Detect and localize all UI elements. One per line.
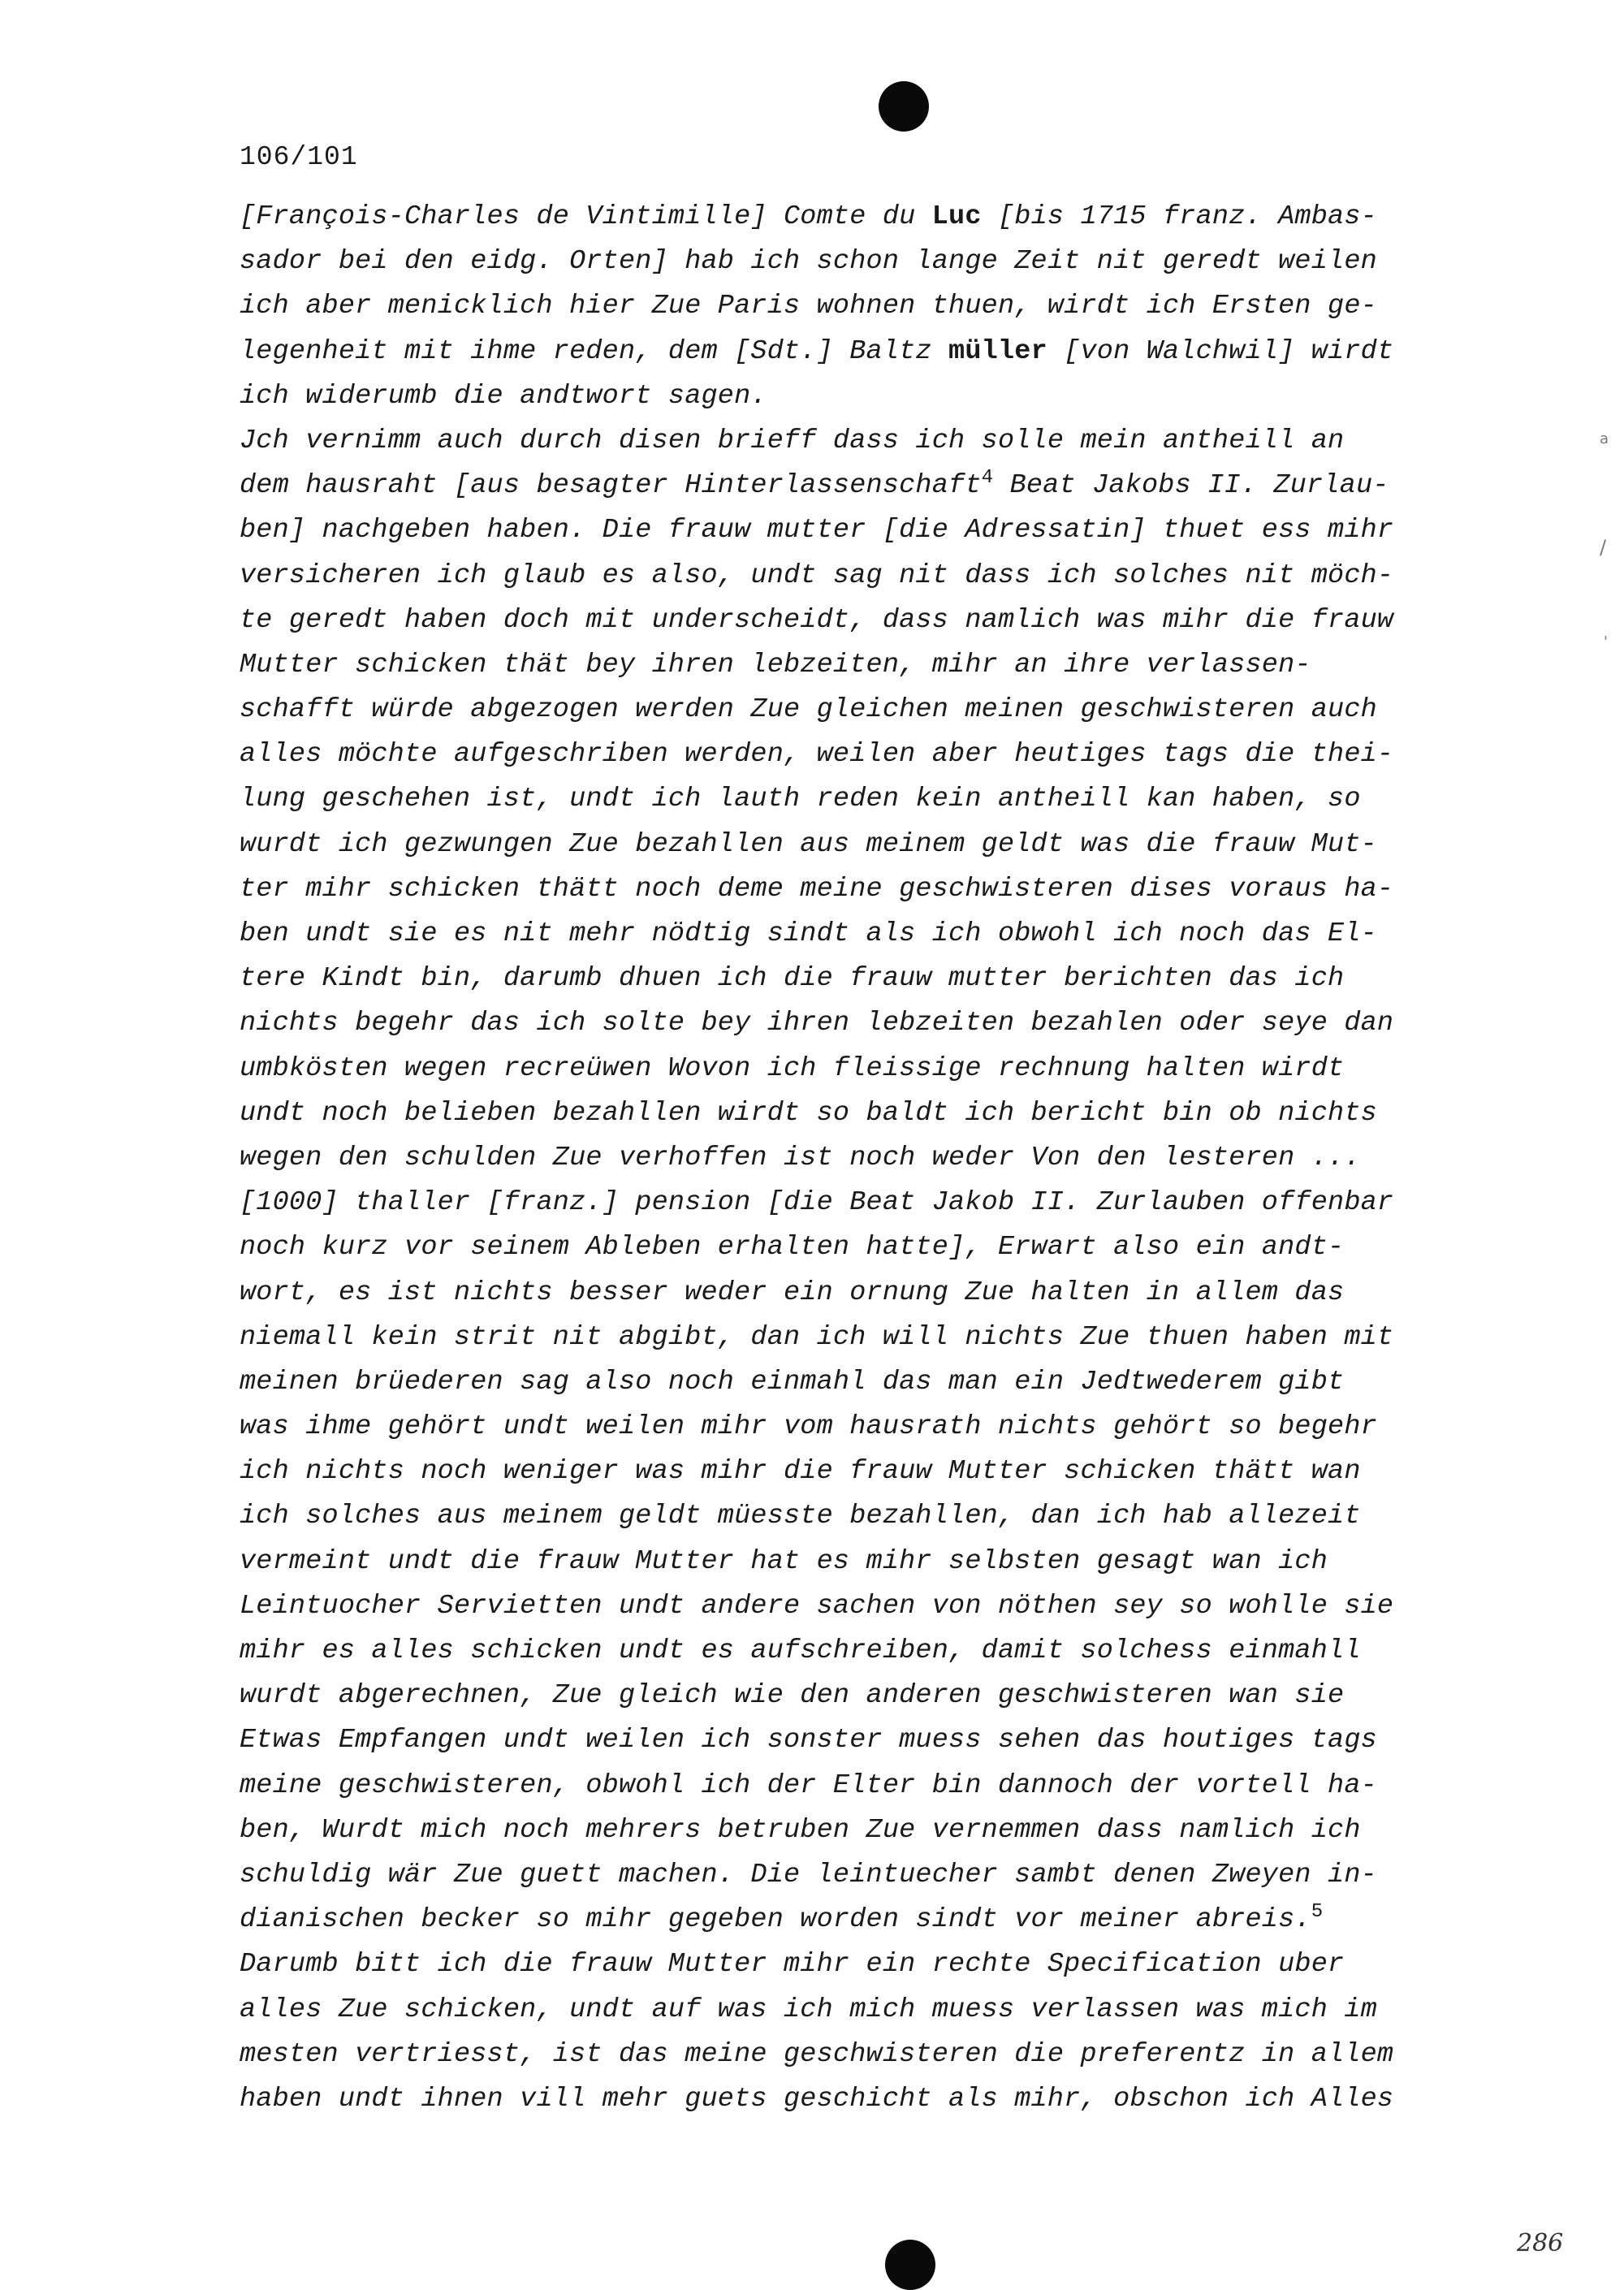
text-run: meine geschwisteren, obwohl ich der Elter bin dannoch der vortell ha-	[240, 1769, 1377, 1801]
text-run: vermeint undt die frauw Mutter hat es mihr selbsten gesagt wan ich	[240, 1545, 1328, 1577]
text-run: ben undt sie es nit mehr nödtig sindt als ich obwohl ich noch das El-	[240, 918, 1377, 949]
text-line	[240, 598, 1506, 643]
text-line	[240, 284, 1506, 329]
text-run: ter mihr schicken thätt noch deme meine geschwisteren dises voraus ha-	[240, 873, 1394, 905]
page-number: 106/101	[240, 142, 358, 172]
text-line	[240, 777, 1506, 822]
text-line	[240, 2077, 1506, 2122]
text-run: versicheren ich glaub es also, undt sag nit dass ich solches nit möch-	[240, 560, 1394, 591]
text-run: was ihme gehört undt weilen mihr vom hausrath nichts gehört so begehr	[240, 1411, 1377, 1443]
text-line	[240, 1494, 1506, 1539]
text-line	[240, 1001, 1506, 1046]
margin-mark: '	[1604, 633, 1608, 650]
text-run: wegen den schulden Zue verhoffen ist noch weder Von den lesteren ...	[240, 1142, 1361, 1173]
text-run: Darumb bitt ich die frauw Mutter mihr ein rechte Specification uber	[240, 1949, 1345, 1981]
text-run: mesten vertriesst, ist das meine geschwisteren die preferentz in allem	[240, 2038, 1394, 2070]
text-run: wort, es ist nichts besser weder ein ornung Zue halten in allem das	[240, 1277, 1345, 1308]
punch-hole-top	[879, 81, 929, 132]
footnote-ref: 4	[981, 467, 994, 490]
text-line	[240, 1942, 1506, 1987]
text-line	[240, 554, 1506, 598]
text-run: legenheit mit ihme reden, dem [Sdt.] Baltz	[240, 335, 949, 367]
text-run: ben] nachgeben haben. Die frauw mutter [die Adressatin] thuet ess mihr	[240, 515, 1394, 547]
text-run: alles Zue schicken, undt auf was ich mich muess verlassen was mich im	[240, 1994, 1377, 2025]
text-run: umbkösten wegen recreüwen Wovon ich fleissige rechnung halten wirdt	[240, 1052, 1345, 1084]
text-line	[240, 732, 1506, 777]
text-line	[240, 240, 1506, 284]
text-line	[240, 1988, 1506, 2033]
text-line	[240, 643, 1506, 688]
text-run: meinen brüederen sag also noch einmahl das man ein Jedtwederem gibt	[240, 1366, 1345, 1398]
text-run: sador bei den eidg. Orten] hab ich schon lange Zeit nit geredt weilen	[240, 246, 1377, 278]
text-line	[240, 1540, 1506, 1584]
margin-mark: a	[1600, 430, 1609, 447]
text-line	[240, 688, 1506, 732]
text-line	[240, 195, 1506, 240]
text-run: schuldig wär Zue guett machen. Die leintuecher sambt denen Zweyen in-	[240, 1859, 1377, 1890]
text-run: nichts begehr das ich solte bey ihren lebzeiten bezahlen oder seye dan	[240, 1008, 1394, 1039]
footnote-ref: 5	[1311, 1901, 1324, 1924]
text-run: Beat Jakobs II. Zurlau-	[993, 470, 1389, 502]
text-run: lung geschehen ist, undt ich lauth reden kein antheill kan haben, so	[240, 784, 1361, 815]
text-line	[240, 823, 1506, 867]
text-run: ich widerumb die andtwort sagen.	[240, 380, 767, 412]
punch-hole-bottom	[885, 2240, 935, 2290]
text-run: [François-Charles de Vintimille] Comte du	[240, 201, 932, 232]
text-line	[240, 1405, 1506, 1450]
text-line	[240, 1047, 1506, 1091]
letter-transcription	[240, 195, 1506, 2122]
text-line	[240, 419, 1506, 464]
text-run: [von Walchwil] wirdt	[1047, 335, 1394, 367]
text-run: tere Kindt bin, darumb dhuen ich die frauw mutter berichten das ich	[240, 963, 1345, 995]
text-run: wurdt ich gezwungen Zue bezahllen aus meinem geldt was die frauw Mut-	[240, 828, 1377, 860]
text-run: [1000] thaller [franz.] pension [die Beat Jakob II. Zurlauben offenbar	[240, 1187, 1394, 1219]
text-run: Etwas Empfangen undt weilen ich sonster muess sehen das houtiges tags	[240, 1725, 1377, 1756]
text-line	[240, 867, 1506, 912]
text-run: undt noch belieben bezahllen wirdt so baldt ich bericht bin ob nichts	[240, 1097, 1377, 1129]
text-line	[240, 1853, 1506, 1898]
margin-mark: /	[1600, 536, 1607, 559]
bold-name: Luc	[931, 201, 982, 232]
text-run: [bis 1715 franz. Ambas-	[981, 201, 1377, 232]
text-run: ich solches aus meinem geldt müesste bezahllen, dan ich hab allezeit	[240, 1501, 1361, 1532]
text-line	[240, 464, 1506, 508]
text-run: dianischen becker so mihr gegeben worden sindt vor meiner abreis.	[240, 1904, 1311, 1936]
text-run: ich aber menicklich hier Zue Paris wohnen thuen, wirdt ich Ersten ge-	[240, 291, 1377, 322]
text-line	[240, 957, 1506, 1001]
text-line	[240, 1808, 1506, 1853]
text-run: mihr es alles schicken undt es aufschreiben, damit solchess einmahll	[240, 1635, 1361, 1666]
text-line	[240, 1225, 1506, 1270]
text-line	[240, 508, 1506, 553]
text-line	[240, 1136, 1506, 1181]
text-line	[240, 1271, 1506, 1316]
text-run: Jch vernimm auch durch disen brieff dass ich solle mein antheill an	[240, 425, 1345, 456]
text-line	[240, 1629, 1506, 1674]
text-line	[240, 1181, 1506, 1225]
text-line	[240, 1898, 1506, 1942]
text-line	[240, 912, 1506, 957]
text-line	[240, 374, 1506, 419]
text-run: niemall kein strit nit abgibt, dan ich will nichts Zue thuen haben mit	[240, 1321, 1394, 1353]
text-run: ben, Wurdt mich noch mehrers betruben Zue vernemmen dass namlich ich	[240, 1814, 1361, 1846]
text-run: te geredt haben doch mit underscheidt, dass namlich was mihr die frauw	[240, 604, 1394, 636]
text-run: dem hausraht [aus besagter Hinterlassenschaft	[240, 470, 982, 502]
text-run: alles möchte aufgeschriben werden, weilen aber heutiges tags die thei-	[240, 739, 1394, 771]
text-run: wurdt abgerechnen, Zue gleich wie den anderen geschwisteren wan sie	[240, 1680, 1345, 1712]
text-line	[240, 1091, 1506, 1136]
text-line	[240, 1450, 1506, 1494]
text-run: Mutter schicken thät bey ihren lebzeiten, mihr an ihre verlassen-	[240, 649, 1311, 681]
text-run: ich nichts noch weniger was mihr die frauw Mutter schicken thätt wan	[240, 1456, 1361, 1488]
text-run: noch kurz vor seinem Ableben erhalten hatte], Erwart also ein andt-	[240, 1232, 1345, 1264]
text-line	[240, 1764, 1506, 1808]
text-run: Leintuocher Servietten undt andere sachen von nöthen sey so wohlle sie	[240, 1590, 1394, 1622]
text-line	[240, 2033, 1506, 2077]
text-line	[240, 1674, 1506, 1718]
folio-number: 286	[1517, 2229, 1564, 2258]
text-run: schafft würde abgezogen werden Zue gleichen meinen geschwisteren auch	[240, 694, 1377, 726]
bold-name: müller	[948, 335, 1047, 367]
text-line	[240, 1360, 1506, 1405]
text-run: haben undt ihnen vill mehr guets geschicht als mihr, obschon ich Alles	[240, 2083, 1394, 2115]
text-line	[240, 330, 1506, 374]
text-line	[240, 1718, 1506, 1763]
text-line	[240, 1584, 1506, 1629]
text-line	[240, 1316, 1506, 1360]
